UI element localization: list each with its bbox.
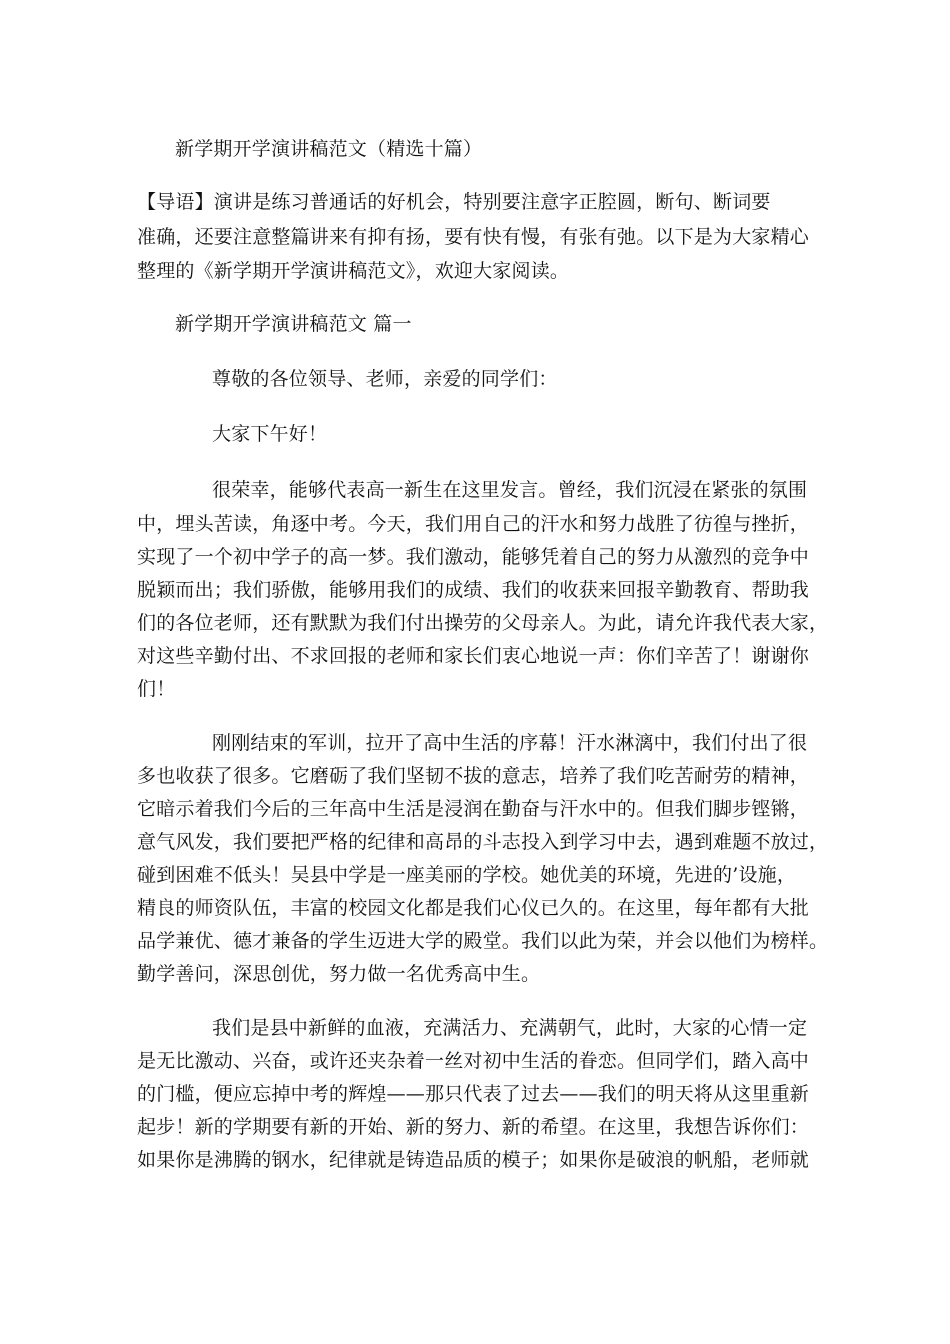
paragraph-line: 品学兼优、德才兼备的学生迈进大学的殿堂。我们以此为荣，并会以他们为榜样。 <box>137 930 829 952</box>
salutation: 尊敬的各位领导、老师，亲爱的同学们： <box>212 368 558 390</box>
paragraph-line: 起步！新的学期要有新的开始、新的努力、新的希望。在这里，我想告诉你们： <box>137 1116 810 1138</box>
section-heading: 新学期开学演讲稿范文 篇一 <box>175 313 412 335</box>
paragraph-line: 精良的师资队伍，丰富的校园文化都是我们心仪已久的。在这里，每年都有大批 <box>137 897 810 919</box>
paragraph-line: 如果你是沸腾的钢水，纪律就是铸造品质的模子；如果你是破浪的帆船，老师就 <box>137 1149 810 1171</box>
paragraph-line: 意气风发，我们要把严格的纪律和高昂的斗志投入到学习中去，遇到难题不放过， <box>137 831 829 853</box>
paragraph-line: 很荣幸，能够代表高一新生在这里发言。曾经，我们沉浸在紧张的氛围 <box>212 479 808 501</box>
paragraph-line: 多也收获了很多。它磨砺了我们坚韧不拔的意志，培养了我们吃苦耐劳的精神， <box>137 765 810 787</box>
paragraph-line: 实现了一个初中学子的高一梦。我们激动，能够凭着自己的努力从激烈的竞争中 <box>137 546 810 568</box>
paragraph-line: 它暗示着我们今后的三年高中生活是浸润在勤奋与汗水中的。但我们脚步铿锵， <box>137 798 810 820</box>
paragraph-line: 碰到困难不低头！吴县中学是一座美丽的学校。她优美的环境，先进的’设施， <box>137 864 797 886</box>
greeting: 大家下午好！ <box>212 423 328 445</box>
paragraph-line: 中，埋头苦读，角逐中考。今天，我们用自己的汗水和努力战胜了彷徨与挫折， <box>137 513 810 535</box>
paragraph-line: 的门槛，便应忘掉中考的辉煌——那只代表了过去——我们的明天将从这里重新 <box>137 1083 810 1105</box>
document-title: 新学期开学演讲稿范文（精选十篇） <box>175 138 483 160</box>
paragraph-line: 勤学善问，深思创优，努力做一名优秀高中生。 <box>137 963 541 985</box>
paragraph-line: 们的各位老师，还有默默为我们付出操劳的父母亲人。为此，请允许我代表大家， <box>137 612 829 634</box>
intro-line: 整理的《新学期开学演讲稿范文》，欢迎大家阅读。 <box>137 260 570 282</box>
paragraph-line: 脱颖而出；我们骄傲，能够用我们的成绩、我们的收获来回报辛勤教育、帮助我 <box>137 579 810 601</box>
paragraph-line: 刚刚结束的军训，拉开了高中生活的序幕！汗水淋漓中，我们付出了很 <box>212 732 808 754</box>
paragraph-line: 对这些辛勤付出、不求回报的老师和家长们衷心地说一声：你们辛苦了！谢谢你 <box>137 645 810 667</box>
paragraph-line: 们！ <box>137 678 176 700</box>
paragraph-line: 是无比激动、兴奋，或许还夹杂着一丝对初中生活的眷恋。但同学们，踏入高中 <box>137 1050 810 1072</box>
paragraph-line: 我们是县中新鲜的血液，充满活力、充满朝气，此时，大家的心情一定 <box>212 1017 808 1039</box>
intro-line: 准确，还要注意整篇讲来有抑有扬，要有快有慢，有张有弛。以下是为大家精心 <box>137 226 810 248</box>
intro-line: 【导语】演讲是练习普通话的好机会，特别要注意字正腔圆，断句、断词要 <box>137 191 771 213</box>
